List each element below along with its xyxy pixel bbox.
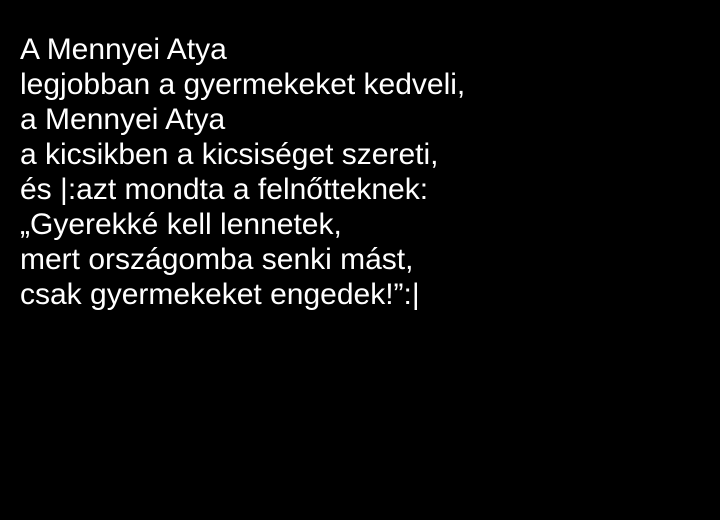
lyrics-line-4: a kicsikben a kicsiséget szereti, [20, 138, 439, 171]
lyrics-line-1: A Mennyei Atya [20, 33, 227, 66]
lyrics-line-7: mert országomba senki mást, [20, 243, 414, 276]
lyrics-line-6: „Gyerekké kell lennetek, [20, 208, 342, 241]
lyrics-text [20, 32, 465, 312]
lyrics-line-3: a Mennyei Atya [20, 103, 226, 136]
lyrics-line-2: legjobban a gyermekeket kedveli, [20, 68, 466, 101]
lyrics-line-8: csak gyermekeket engedek!”:| [20, 278, 420, 311]
lyrics-line-5: és |:azt mondta a felnőtteknek: [20, 173, 429, 206]
